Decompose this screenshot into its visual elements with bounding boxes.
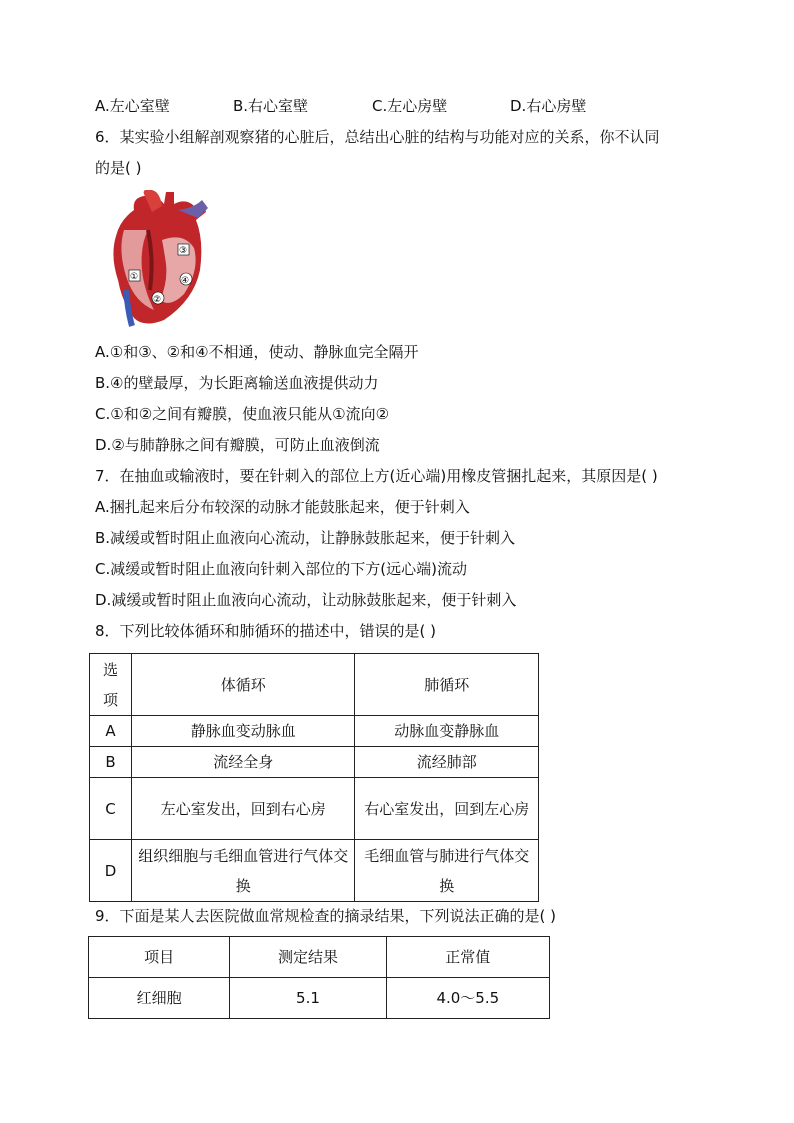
- heart-diagram: [104, 190, 210, 328]
- table-cell: 动脉血变静脉血: [355, 716, 539, 747]
- table-cell: 4.0～5.5: [386, 978, 549, 1019]
- q7-option-c: C.减缓或暂时阻止血液向针刺入部位的下方(远心端)流动: [95, 560, 467, 578]
- q5-option-d: D.右心房壁: [510, 97, 587, 115]
- table-cell: B: [90, 747, 132, 778]
- header-cell: 项目: [89, 937, 230, 978]
- table-cell: 5.1: [230, 978, 386, 1019]
- q8-table: [89, 653, 539, 902]
- q6-option-a: A.①和③、②和④不相通，使动、静脉血完全隔开: [95, 343, 419, 361]
- table-cell: A: [90, 716, 132, 747]
- q9-table: [88, 936, 550, 1019]
- table-cell: D: [90, 840, 132, 902]
- q5-option-a: A.左心室壁: [95, 97, 170, 115]
- table-cell: 红细胞: [89, 978, 230, 1019]
- table-cell: C: [90, 778, 132, 840]
- heart-label-3: ③: [179, 246, 188, 256]
- q7-stem: 7．在抽血或输液时，要在针刺入的部位上方(近心端)用橡皮管捆扎起来，其原因是( ): [95, 467, 658, 485]
- table-header-row: [90, 654, 539, 716]
- table-row: [90, 778, 539, 840]
- table-header-row: [89, 937, 550, 978]
- table-row: [90, 747, 539, 778]
- header-cell: 肺循环: [355, 654, 539, 716]
- heart-label-1: ①: [130, 272, 139, 282]
- table-row: [89, 978, 550, 1019]
- header-cell: 选项: [90, 654, 132, 716]
- table-cell: 组织细胞与毛细血管进行气体交换: [131, 840, 354, 902]
- table-cell: 流经肺部: [355, 747, 539, 778]
- q5-option-b: B.右心室壁: [233, 97, 309, 115]
- q6-option-c: C.①和②之间有瓣膜，使血液只能从①流向②: [95, 405, 390, 423]
- q5-option-c: C.左心房壁: [372, 97, 448, 115]
- q7-option-b: B.减缓或暂时阻止血液向心流动，让静脉鼓胀起来，便于针刺入: [95, 529, 516, 547]
- q9-stem: 9．下面是某人去医院做血常规检查的摘录结果，下列说法正确的是( ): [95, 907, 557, 925]
- table-cell: 右心室发出，回到左心房: [355, 778, 539, 840]
- q7-option-d: D.减缓或暂时阻止血液向心流动，让动脉鼓胀起来，便于针刺入: [95, 591, 517, 609]
- q7-option-a: A.捆扎起来后分布较深的动脉才能鼓胀起来，便于针刺入: [95, 498, 470, 516]
- table-cell: 静脉血变动脉血: [131, 716, 354, 747]
- heart-label-4: ④: [181, 276, 190, 286]
- q6-stem-line2: 的是( ): [95, 159, 142, 177]
- header-cell: 正常值: [386, 937, 549, 978]
- q6-option-b: B.④的壁最厚，为长距离输送血液提供动力: [95, 374, 379, 392]
- header-cell: 体循环: [131, 654, 354, 716]
- table-cell: 左心室发出，回到右心房: [131, 778, 354, 840]
- table-row: [90, 716, 539, 747]
- table-cell: 毛细血管与肺进行气体交换: [355, 840, 539, 902]
- q6-stem-line1: 6．某实验小组解剖观察猪的心脏后，总结出心脏的结构与功能对应的关系，你不认同: [95, 128, 660, 146]
- header-cell: 测定结果: [230, 937, 386, 978]
- heart-label-2: ②: [153, 295, 162, 305]
- table-cell: 流经全身: [131, 747, 354, 778]
- table-row: [90, 840, 539, 902]
- q6-option-d: D.②与肺静脉之间有瓣膜，可防止血液倒流: [95, 436, 380, 454]
- q8-stem: 8．下列比较体循环和肺循环的描述中，错误的是( ): [95, 622, 437, 640]
